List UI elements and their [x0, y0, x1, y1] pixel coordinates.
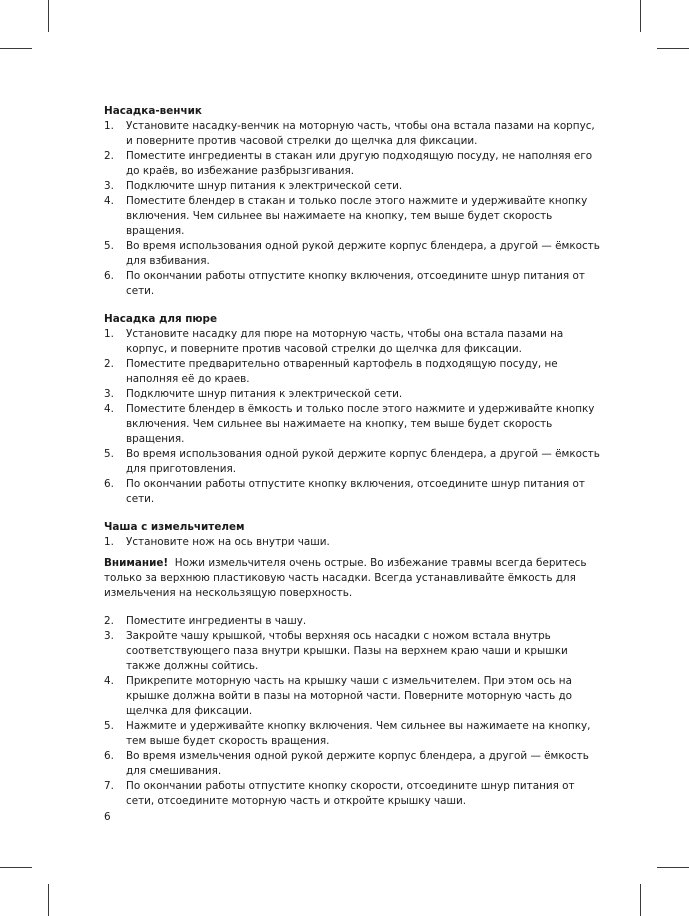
step-text: Поместите ингредиенты в чашу. — [126, 615, 307, 627]
list-item — [104, 179, 604, 194]
step-number: 4. — [104, 195, 114, 207]
warning-note — [104, 556, 604, 601]
list-item — [104, 357, 604, 387]
list-item — [104, 614, 604, 629]
list-item — [104, 194, 604, 239]
list-item — [104, 269, 604, 299]
step-text: Во время использования одной рукой держите корпус блендера, а другой — ёмкость для взбивания. — [126, 240, 600, 267]
step-number: 4. — [104, 403, 114, 415]
step-text: По окончании работы отпустите кнопку скорости, отсоедините шнур питания от сети, отсоедините моторную часть и откройте крышку чаши. — [126, 780, 575, 807]
step-text: Поместите ингредиенты в стакан или другую подходящую посуду, не наполняя его до краёв, во избежание разбрызгивания. — [126, 150, 593, 177]
crop-mark — [640, 884, 641, 916]
step-number: 5. — [104, 720, 114, 732]
step-number: 1. — [104, 328, 114, 340]
step-number: 5. — [104, 448, 114, 460]
section-title: Насадка-венчик — [104, 105, 202, 117]
step-number: 1. — [104, 120, 114, 132]
step-number: 3. — [104, 388, 114, 400]
list-item — [104, 327, 604, 357]
step-number: 2. — [104, 150, 114, 162]
step-number: 7. — [104, 780, 114, 792]
page-number: 6 — [104, 811, 111, 823]
step-list — [104, 535, 604, 550]
list-item — [104, 749, 604, 779]
step-text: Нажмите и удерживайте кнопку включения. Чем сильнее вы нажимаете на кнопку, тем выше будет скорость вращения. — [126, 720, 591, 747]
crop-mark — [0, 867, 32, 868]
step-text: Установите насадку для пюре на моторную часть, чтобы она встала пазами на корпус, и поверните против часовой стрелки до щелчка для фиксации. — [126, 328, 564, 355]
section-chopper — [104, 520, 604, 809]
list-item — [104, 477, 604, 507]
list-item — [104, 629, 604, 674]
crop-mark — [657, 48, 689, 49]
step-text: Прикрепите моторную часть на крышку чаши с измельчителем. При этом ось на крышке должна войти в пазы на моторной части. Поверните моторную часть до щелчка для фиксации. — [126, 675, 573, 717]
step-number: 3. — [104, 630, 114, 642]
step-text: По окончании работы отпустите кнопку включения, отсоедините шнур питания от сети. — [126, 270, 585, 297]
step-text: Поместите предварительно отваренный картофель в подходящую посуду, не наполняя её до краев. — [126, 358, 558, 385]
list-item — [104, 447, 604, 477]
step-number: 6. — [104, 270, 114, 282]
list-item — [104, 149, 604, 179]
warning-text: Ножи измельчителя очень острые. Во избежание травмы всегда беритесь только за верхнюю пластиковую часть насадки. Всегда устанавливайте ёмкость для измельчения на нескользящую поверхность. — [104, 557, 587, 599]
section-title: Чаша с измельчителем — [104, 521, 245, 533]
step-list — [104, 119, 604, 299]
instructions-body — [104, 104, 604, 822]
step-text: Подключите шнур питания к электрической сети. — [126, 180, 403, 192]
step-text: Закройте чашу крышкой, чтобы верхняя ось насадки с ножом встала внутрь соответствующего паза внутри крышки. Пазы на верхнем краю чаши и крышки также должны сойтись. — [126, 630, 568, 672]
crop-mark — [48, 884, 49, 916]
step-text: Во время измельчения одной рукой держите корпус блендера, а другой — ёмкость для смешивания. — [126, 750, 589, 777]
section-whisk — [104, 104, 604, 299]
step-text: Поместите блендер в стакан и только после этого нажмите и удерживайте кнопку включения. Чем сильнее вы нажимаете на кнопку, тем выше будет скорость вращения. — [126, 195, 588, 237]
list-item — [104, 402, 604, 447]
step-text: По окончании работы отпустите кнопку включения, отсоедините шнур питания от сети. — [126, 478, 585, 505]
step-number: 2. — [104, 358, 114, 370]
step-number: 2. — [104, 615, 114, 627]
list-item — [104, 387, 604, 402]
step-text: Подключите шнур питания к электрической сети. — [126, 388, 403, 400]
step-text: Во время использования одной рукой держите корпус блендера, а другой — ёмкость для приготовления. — [126, 448, 600, 475]
crop-mark — [640, 0, 641, 32]
step-number: 1. — [104, 536, 114, 548]
step-number: 6. — [104, 478, 114, 490]
crop-mark — [48, 0, 49, 32]
crop-mark — [657, 867, 689, 868]
step-number: 3. — [104, 180, 114, 192]
step-text: Установите насадку-венчик на моторную часть, чтобы она встала пазами на корпус, и поверните против часовой стрелки до щелчка для фиксации. — [126, 120, 595, 147]
step-text: Установите нож на ось внутри чаши. — [126, 536, 330, 548]
list-item — [104, 674, 604, 719]
crop-mark — [0, 48, 32, 49]
list-item — [104, 119, 604, 149]
list-item — [104, 239, 604, 269]
step-number: 6. — [104, 750, 114, 762]
step-number: 5. — [104, 240, 114, 252]
list-item — [104, 535, 604, 550]
list-item — [104, 719, 604, 749]
step-number: 4. — [104, 675, 114, 687]
section-title: Насадка для пюре — [104, 313, 218, 325]
step-text: Поместите блендер в ёмкость и только после этого нажмите и удерживайте кнопку включения. Чем сильнее вы нажимаете на кнопку, тем выше будет скорость вращения. — [126, 403, 595, 445]
step-list — [104, 327, 604, 507]
list-item — [104, 779, 604, 809]
section-puree — [104, 312, 604, 507]
step-list — [104, 614, 604, 809]
warning-label: Внимание! — [104, 557, 169, 569]
